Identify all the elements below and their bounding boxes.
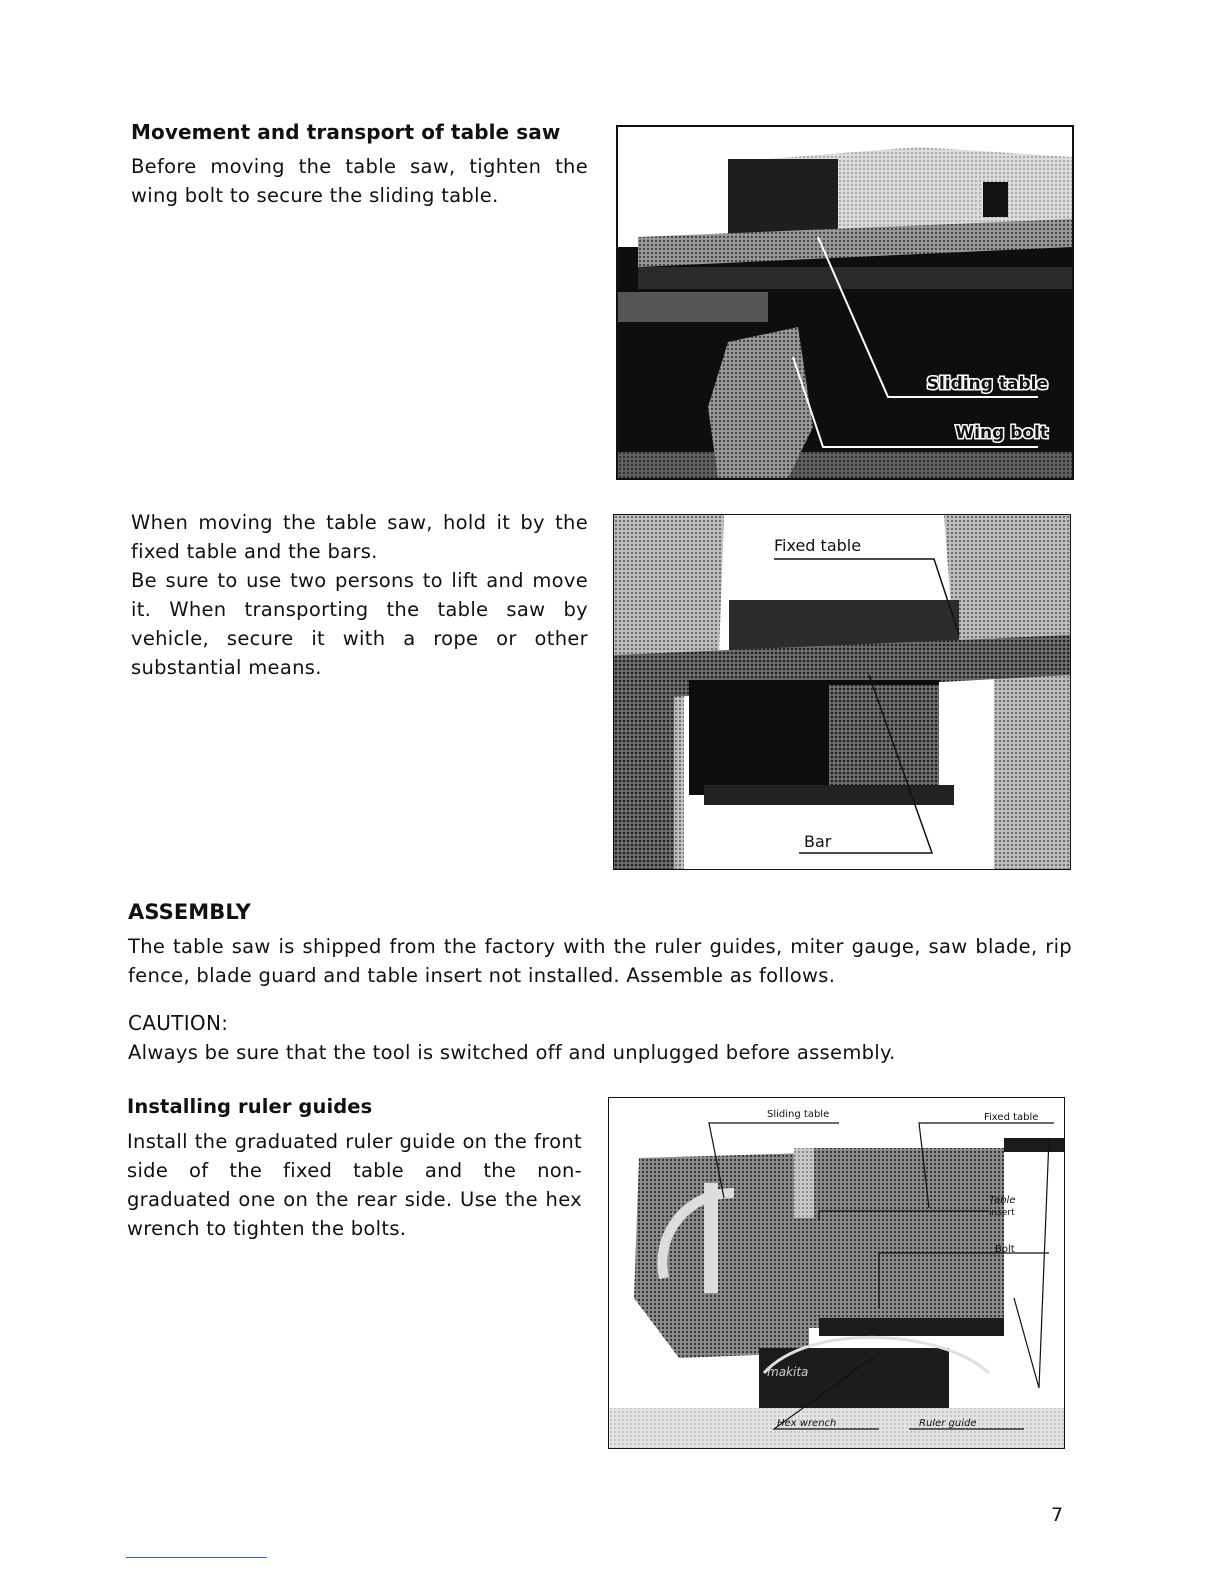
paragraph-install-ruler-guides: Install the graduated ruler guide on the front side of the fixed table and the non-graduated one on the rear side. Use the hex wrench to tighten the bolts.	[127, 1130, 582, 1240]
brand-logo	[767, 1365, 808, 1379]
photo-sliding-table-wing-bolt	[616, 125, 1074, 480]
label-table-insert-line2: insert	[989, 1208, 1015, 1218]
label-fixed-table: Fixed table	[984, 1112, 1039, 1123]
section-heading-assembly: ASSEMBLY	[128, 900, 251, 924]
label-fixed-table: Fixed table	[774, 536, 862, 555]
photo-two-persons-carrying	[613, 514, 1071, 870]
page-number: 7	[1051, 1504, 1064, 1526]
label-bolt: Bolt	[995, 1244, 1015, 1255]
paragraph-tighten-wing-bolt: Before moving the table saw, tighten the wing bolt to secure the sliding table.	[131, 155, 588, 207]
label-bar: Bar	[804, 832, 832, 851]
label-wing-bolt: Wing bolt	[955, 423, 1048, 443]
section-heading-ruler-guides: Installing ruler guides	[127, 1095, 373, 1118]
caution-heading: CAUTION:	[128, 1011, 229, 1035]
label-sliding-table: Sliding table	[926, 374, 1048, 394]
photo-ruler-guides-top-view	[608, 1097, 1065, 1449]
footer-rule	[126, 1557, 267, 1558]
svg-text:makita: makita	[767, 1365, 809, 1379]
paragraph-two-persons: Be sure to use two persons to lift and move it. When transporting the table saw by vehicle, secure it with a rope or other substantial means.	[131, 569, 588, 679]
label-table-insert-line1: Table	[989, 1195, 1016, 1206]
paragraph-assembly-intro: The table saw is shipped from the factory with the ruler guides, miter gauge, saw blade, rip fence, blade guard and table insert not installed. Assemble as follows.	[128, 935, 1072, 987]
label-hex-wrench: Hex wrench	[777, 1418, 837, 1429]
paragraph-moving-instructions	[131, 508, 588, 682]
label-ruler-guide: Ruler guide	[919, 1418, 977, 1429]
section-heading-movement: Movement and transport of table saw	[131, 120, 561, 144]
label-sliding-table: Sliding table	[767, 1109, 830, 1120]
paragraph-hold-fixed-table: When moving the table saw, hold it by the fixed table and the bars.	[131, 511, 588, 563]
caution-text: Always be sure that the tool is switched off and unplugged before assembly.	[128, 1041, 896, 1064]
